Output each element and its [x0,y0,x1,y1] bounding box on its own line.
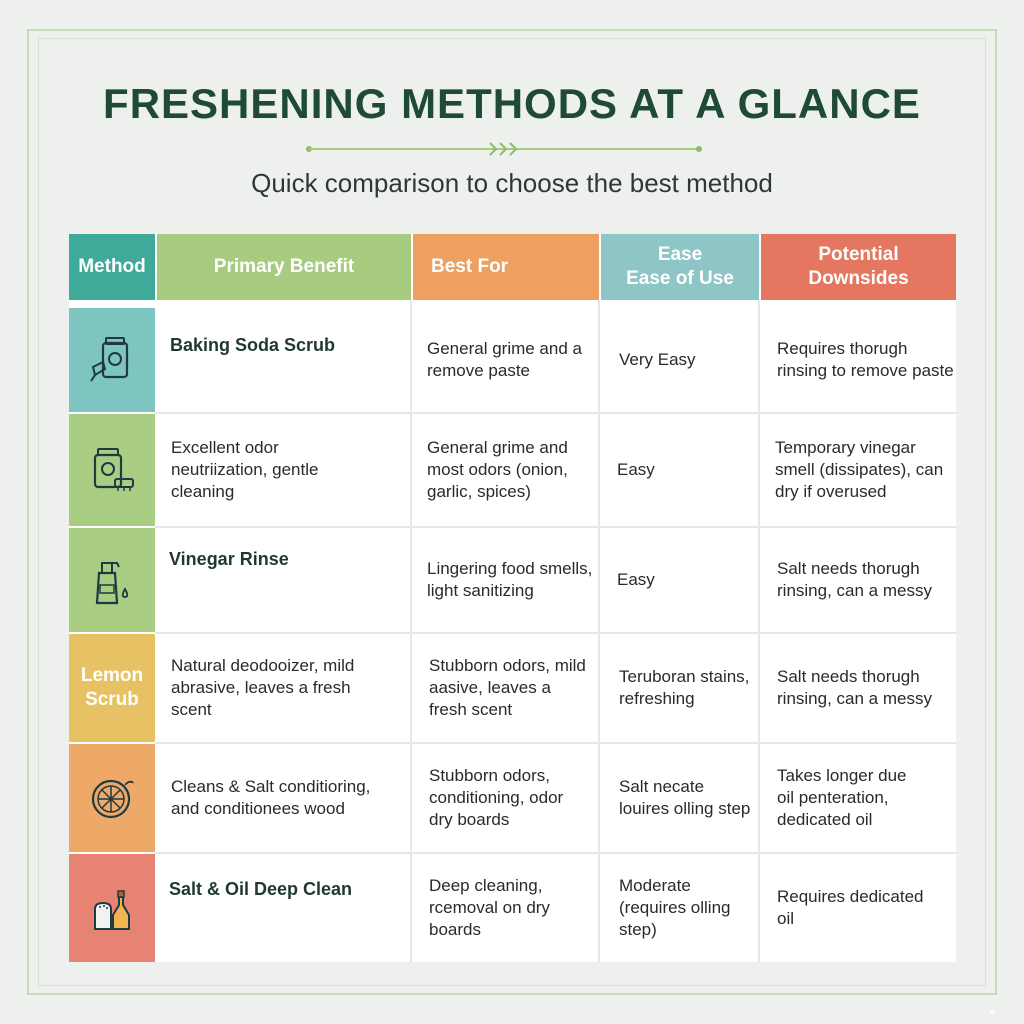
row-6-best-for: Deep cleaning, rcemoval on dry boards [429,876,550,939]
row-1-best-for: General grime and a remove paste [427,339,582,380]
row-5-best-for: Stubborn odors, conditioning, odor dry boards [429,766,564,829]
row-6-benefit: Salt & Oil Deep Clean [169,879,353,899]
spray-bottle-icon [81,549,143,611]
header-primary-benefit: Primary Benefit [157,234,411,300]
header-best-for: Best For [413,234,599,300]
row-6-downsides: Requires dedicated oil [777,887,924,928]
header-ease-of-use: Ease Ease of Use [601,234,759,300]
header-potential-downsides: Potential Downsides [761,234,956,300]
row-5-ease: Salt necate louires olling step [619,777,751,818]
method-cell-vinegar [69,528,155,632]
method-cell-lemon-scrub [69,634,155,742]
row-4-best-for: Stubborn odors, mild aasive, leaves a fresh scent [429,656,586,719]
row-4-benefit: Natural deodooizer, mild abrasive, leaves a fresh scent [171,656,355,719]
header-method: Method [69,234,155,300]
row-3-best-for: Lingering food smells, light sanitizing [427,559,593,600]
row-4-ease: Teruboran stains, refreshing [619,667,750,708]
row-3-benefit: Vinegar Rinse [169,549,289,569]
method-label-lemon-scrub: Lemon Scrub [80,665,144,710]
row-2-ease: Easy [617,460,655,479]
method-cell-baking-soda [69,308,155,412]
method-cell-baking-soda-2 [69,414,155,526]
row-2-benefit: Excellent odor neutriization, gentle cleaning [171,438,319,501]
row-6-ease: Moderate (requires olling step) [619,876,731,939]
row-3-downsides: Salt needs thorugh rinsing, can a messy [777,559,932,600]
corner-sparkle [990,1010,995,1015]
row-1-benefit: Baking Soda Scrub [170,335,336,355]
lemon-slice-icon [81,767,143,829]
row-3-ease: Easy [617,570,655,589]
method-cell-salt-oil [69,854,155,962]
page-title: FRESHENING METHODS AT A GLANCE [103,80,921,127]
row-5-benefit: Cleans & Salt conditioring, and conditionees wood [171,777,371,818]
row-1-downsides: Requires thorugh rinsing to remove paste [777,339,954,380]
row-4-downsides: Salt needs thorugh rinsing, can a messy [777,667,932,708]
row-2-best-for: General grime and most odors (onion, garlic, spices) [427,438,568,501]
row-1-ease: Very Easy [619,350,696,369]
arrow-divider [304,138,704,160]
baking-soda-box-brush-icon [81,329,143,391]
salt-shaker-oil-bottle-icon [81,877,143,939]
page-subtitle: Quick comparison to choose the best method [251,168,773,198]
method-cell-lemon [69,744,155,852]
comparison-table [69,234,956,962]
row-2-downsides: Temporary vinegar smell (dissipates), can dry if overused [775,438,944,501]
baking-soda-box-brush-icon [81,439,143,501]
row-5-downsides: Takes longer due oil penteration, dedicated oil [777,766,907,829]
